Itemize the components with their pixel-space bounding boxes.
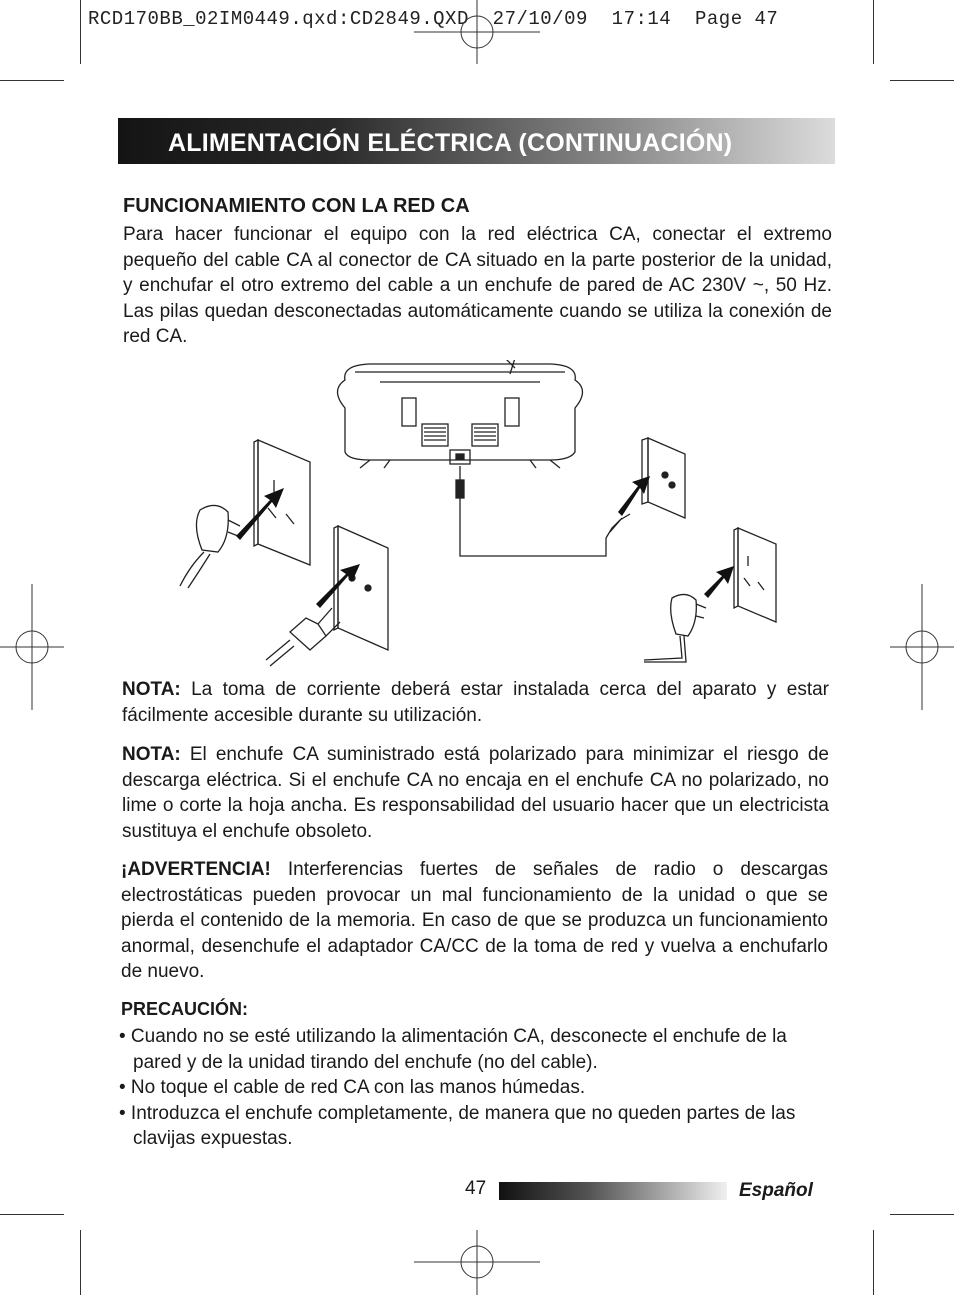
list-item: • No toque el cable de red CA con las manos húmedas. [119, 1077, 586, 1099]
crop-mark [80, 1230, 81, 1295]
registration-mark-icon [414, 1230, 540, 1295]
registration-mark-icon [890, 584, 954, 710]
crop-mark [873, 0, 874, 64]
crop-mark [890, 1214, 954, 1215]
title-banner [118, 118, 835, 164]
note-label: NOTA: [122, 679, 181, 700]
warning-paragraph [121, 857, 828, 985]
note-text: La toma de corriente deberá estar instalada cerca del aparato y estar fácilmente accesible durante su utilización. [122, 679, 829, 726]
caution-list [119, 1024, 839, 1152]
page-number: 47 [465, 1178, 487, 1199]
footer-gradient-bar [499, 1182, 727, 1200]
crop-mark [0, 80, 64, 81]
note-outlet-access [122, 677, 829, 728]
crop-mark [890, 80, 954, 81]
crop-mark [80, 0, 81, 64]
note-polarized-plug [122, 742, 829, 844]
list-item: • Introduzca el enchufe completamente, de manera que no queden partes de las clavijas expuestas. [119, 1102, 796, 1150]
crop-mark [0, 1214, 64, 1215]
caution-heading: PRECAUCIÓN: [121, 999, 249, 1019]
note-text: El enchufe CA suministrado está polarizado para minimizar el riesgo de descarga eléctrica. Si el enchufe CA no encaja en el enchufe CA no polarizado, no lime o corte la hoja ancha. Es responsabilidad del usuario hacer que un electricista sustituya el enchufe obsoleto. [122, 744, 829, 842]
warning-text: Interferencias fuertes de señales de radio o descargas electrostáticas pueden provocar un mal funcionamiento de la unidad o que se pierda el contenido de la memoria. En caso de que se produzca un funcionamiento anormal, desenchufe el adaptador CA/CC de la toma de red y vuelva a enchufarlo de nuevo. [121, 859, 828, 983]
intro-paragraph: Para hacer funcionar el equipo con la red eléctrica CA, conectar el extremo pequeño del cable CA al conector de CA situado en la parte posterior de la unidad, y enchufar el otro extremo del cable a un enchufe de pared de AC 230V ~, 50 Hz. Las pilas quedan desconectadas automáticamente cuando se utiliza la conexión de red CA. [123, 224, 832, 348]
registration-mark-icon [414, 0, 540, 64]
section-heading: FUNCIONAMIENTO CON LA RED CA [123, 195, 470, 217]
page-title: ALIMENTACIÓN ELÉCTRICA (CONTINUACIÓN) [168, 129, 733, 157]
print-slug: RCD170BB_02IM0449.qxd:CD2849.QXD 27/10/09 17:14 Page 47 [88, 8, 779, 30]
note-label: NOTA: [122, 744, 181, 765]
list-item: • Cuando no se esté utilizando la alimentación CA, desconecte el enchufe de la pared y de la unidad tirando del enchufe (no del cable). [119, 1026, 787, 1073]
footer-language: Español [739, 1180, 813, 1201]
warning-label: ¡ADVERTENCIA! [121, 859, 271, 880]
crop-mark [873, 1230, 874, 1295]
ac-connection-illustration [170, 360, 790, 670]
registration-mark-icon [0, 584, 64, 710]
